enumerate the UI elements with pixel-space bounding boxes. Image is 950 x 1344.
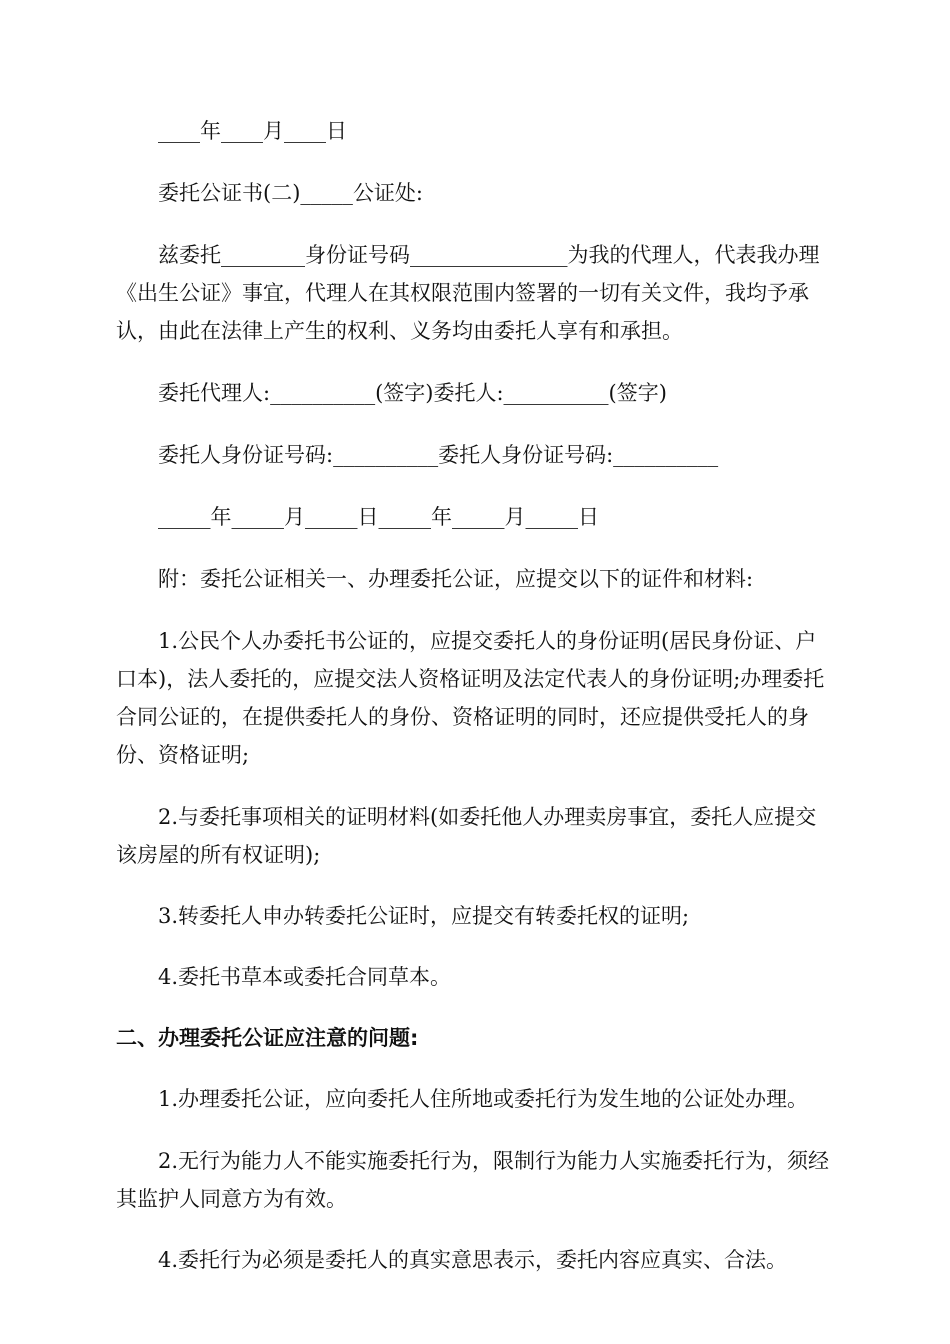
title-line: 委托公证书(二)_____公证处:: [158, 181, 423, 205]
note-item-1: 1.办理委托公证，应向委托人住所地或委托行为发生地的公证处办理。: [158, 1087, 809, 1111]
material-item-2: 2.与委托事项相关的证明材料(如委托他人办理卖房事宜，委托人应提交该房屋的所有权证明);: [116, 805, 817, 867]
material-item-1: 1.公民个人办委托书公证的，应提交委托人的身份证明(居民身份证、户口本)，法人委托的，应提交法人资格证明及法定代表人的身份证明;办理委托合同公证的，在提供委托人的身份、资格证明的同时，还应提供受托人的身份、资格证明;: [116, 629, 825, 767]
authorization-paragraph: 兹委托________身份证号码_______________为我的代理人，代表我办理《出生公证》事宜，代理人在其权限范围内签署的一切有关文件，我均予承认，由此在法律上产生的权利、义务均由委托人享有和承担。: [116, 243, 820, 343]
section-heading: 二、办理委托公证应注意的问题:: [116, 1026, 419, 1050]
note-item-3: 4.委托行为必须是委托人的真实意思表示，委托内容应真实、合法。: [158, 1248, 788, 1272]
double-date-line: _____年_____月_____日_____年_____月_____日: [158, 505, 599, 529]
date-line: ____年____月____日: [158, 119, 347, 143]
note-item-2: 2.无行为能力人不能实施委托行为，限制行为能力人实施委托行为，须经其监护人同意方为有效。: [116, 1149, 830, 1211]
appendix-intro: 附：委托公证相关一、办理委托公证，应提交以下的证件和材料:: [158, 567, 754, 591]
material-item-4: 4.委托书草本或委托合同草本。: [158, 965, 452, 989]
document-page: [116, 112, 832, 1279]
material-item-3: 3.转委托人申办转委托公证时，应提交有转委托权的证明;: [158, 904, 690, 928]
signature-line: 委托代理人:__________(签字)委托人:__________(签字): [158, 381, 667, 405]
id-number-line: 委托人身份证号码:__________委托人身份证号码:__________: [158, 443, 719, 467]
